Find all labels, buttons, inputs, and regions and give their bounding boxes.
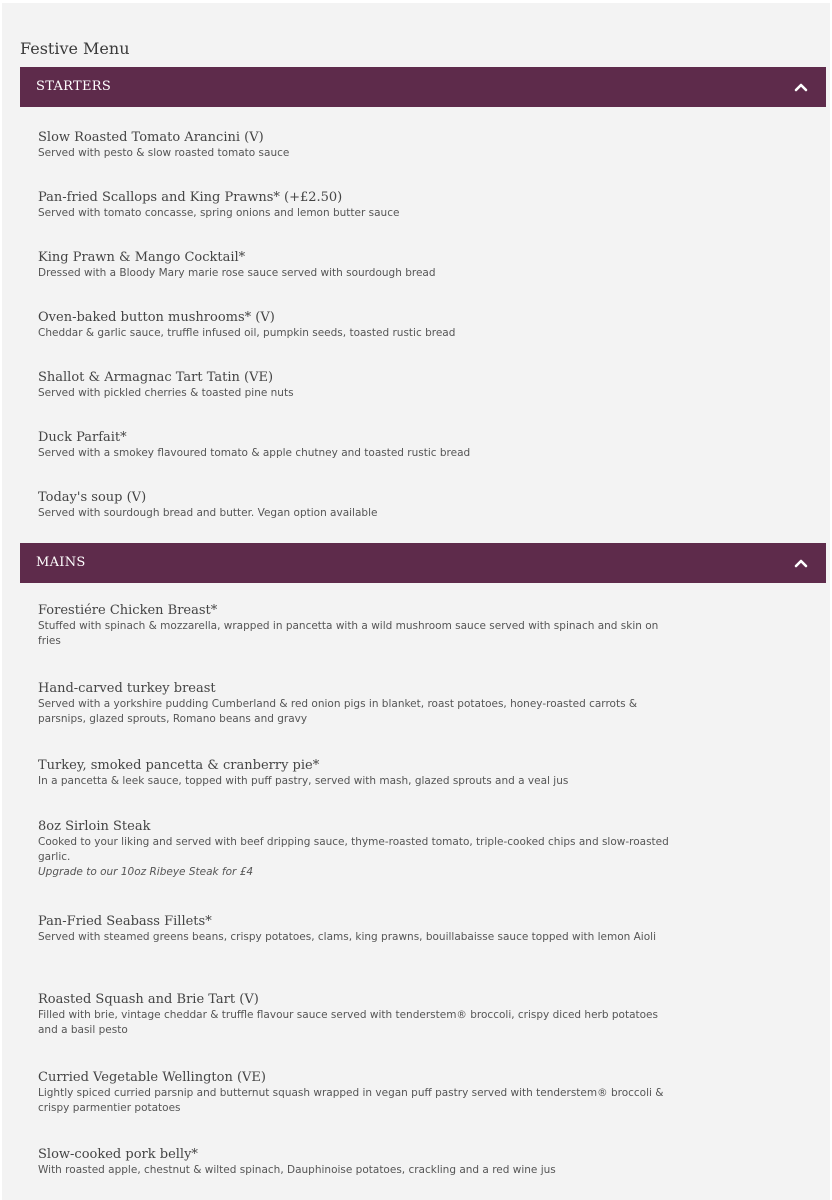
item-description: Stuffed with spinach & mozzarella, wrapped in pancetta with a wild mushroom sauce served with spinach and skin on fries <box>38 620 659 647</box>
item-name: Duck Parfait* <box>38 430 127 445</box>
item-description: Filled with brie, vintage cheddar & truffle flavour sauce served with tenderstem® broccoli, crispy diced herb potatoes and a basil pesto <box>38 1009 658 1036</box>
item-name: Forestiére Chicken Breast* <box>38 603 218 618</box>
item-description: Served with pickled cherries & toasted pine nuts <box>38 387 294 399</box>
list-item <box>38 429 678 461</box>
list-item <box>38 489 678 521</box>
item-description: Served with sourdough bread and butter. Vegan option available <box>38 507 378 519</box>
list-item <box>38 129 678 161</box>
item-description: Served with steamed greens beans, crispy potatoes, clams, king prawns, bouillabaisse sauce topped with lemon Aioli <box>38 931 656 943</box>
item-description: Lightly spiced curried parsnip and butternut squash wrapped in vegan puff pastry served with tenderstem® broccoli & crispy parmentier potatoes <box>38 1087 664 1114</box>
list-item <box>38 991 678 1038</box>
section-title: MAINS <box>36 555 86 570</box>
list-item <box>38 1146 678 1178</box>
item-description: Served with pesto & slow roasted tomato sauce <box>38 147 290 159</box>
item-description: Cooked to your liking and served with beef dripping sauce, thyme-roasted tomato, triple-cooked chips and slow-roasted garlic. <box>38 836 669 863</box>
menu-page <box>2 3 830 1200</box>
item-description: In a pancetta & leek sauce, topped with puff pastry, served with mash, glazed sprouts and a veal jus <box>38 775 569 787</box>
section-header-starters[interactable] <box>20 67 826 107</box>
chevron-up-icon[interactable] <box>794 556 808 570</box>
item-name: Hand-carved turkey breast <box>38 681 216 696</box>
item-upgrade-note: Upgrade to our 10oz Ribeye Steak for £4 <box>38 866 254 878</box>
list-item <box>38 1069 678 1116</box>
item-name: Oven-baked button mushrooms* (V) <box>38 310 275 325</box>
section-title: STARTERS <box>36 79 112 94</box>
item-name: Pan-fried Scallops and King Prawns* (+£2.50) <box>38 190 343 205</box>
list-item <box>38 602 678 649</box>
item-description: Dressed with a Bloody Mary marie rose sauce served with sourdough bread <box>38 267 436 279</box>
item-name: Slow-cooked pork belly* <box>38 1147 198 1162</box>
list-item <box>38 818 678 880</box>
chevron-up-icon[interactable] <box>794 80 808 94</box>
item-name: Slow Roasted Tomato Arancini (V) <box>38 130 264 145</box>
list-item <box>38 913 678 945</box>
list-item <box>38 680 678 727</box>
item-description: Served with a yorkshire pudding Cumberland & red onion pigs in blanket, roast potatoes, honey-roasted carrots & parsnips, glazed sprouts, Romano beans and gravy <box>38 698 638 725</box>
item-description: With roasted apple, chestnut & wilted spinach, Dauphinoise potatoes, crackling and a red wine jus <box>38 1164 556 1176</box>
item-name: King Prawn & Mango Cocktail* <box>38 250 246 265</box>
page-title: Festive Menu <box>20 39 130 58</box>
list-item <box>38 249 678 281</box>
list-item <box>38 309 678 341</box>
item-name: Pan-Fried Seabass Fillets* <box>38 914 212 929</box>
list-item <box>38 757 678 789</box>
item-description: Cheddar & garlic sauce, truffle infused oil, pumpkin seeds, toasted rustic bread <box>38 327 456 339</box>
item-description: Served with a smokey flavoured tomato & apple chutney and toasted rustic bread <box>38 447 471 459</box>
section-header-mains[interactable] <box>20 543 826 583</box>
item-name: Roasted Squash and Brie Tart (V) <box>38 992 259 1007</box>
item-name: Curried Vegetable Wellington (VE) <box>38 1070 266 1085</box>
list-item <box>38 369 678 401</box>
item-description: Served with tomato concasse, spring onions and lemon butter sauce <box>38 207 400 219</box>
item-name: Shallot & Armagnac Tart Tatin (VE) <box>38 370 274 385</box>
item-name: 8oz Sirloin Steak <box>38 819 151 834</box>
item-name: Today's soup (V) <box>38 490 147 505</box>
list-item <box>38 189 678 221</box>
item-name: Turkey, smoked pancetta & cranberry pie* <box>38 758 320 773</box>
